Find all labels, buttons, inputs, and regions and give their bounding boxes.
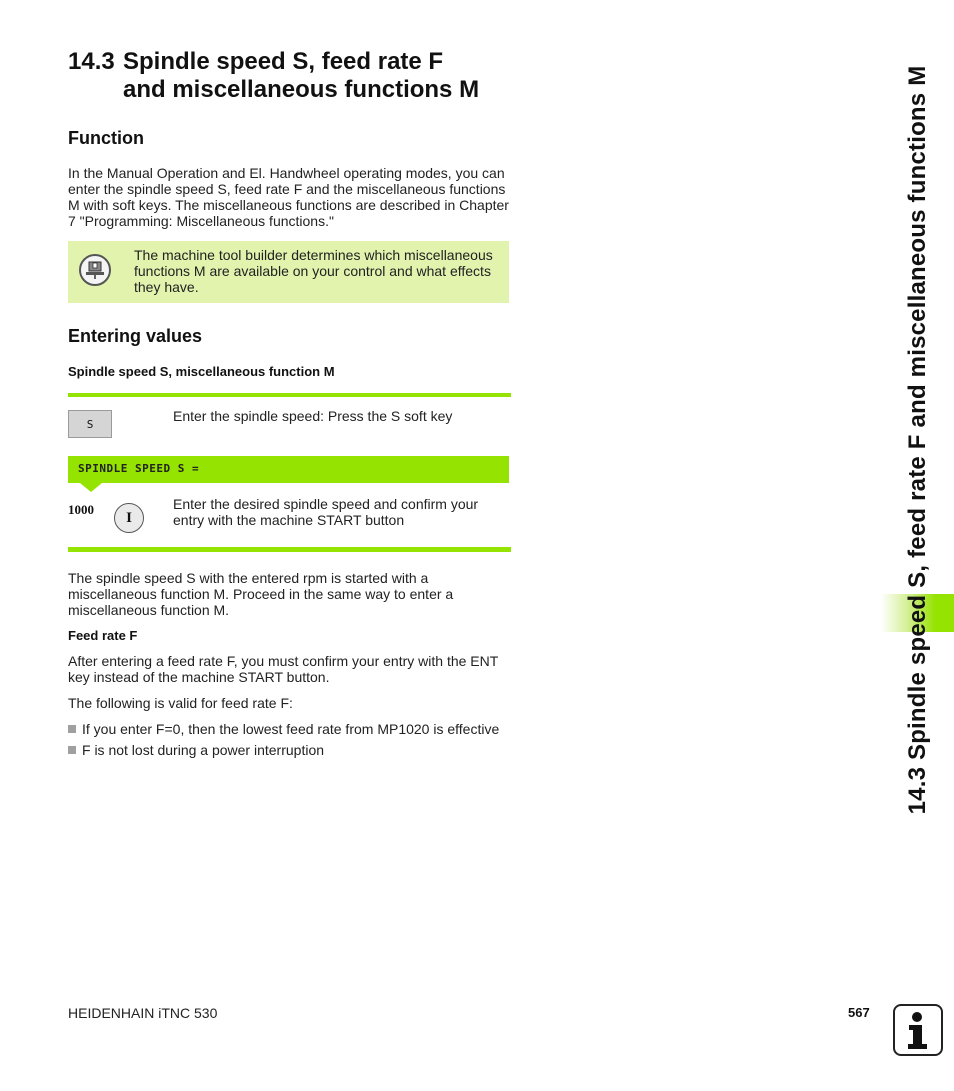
machine-tool-builder-icon [79,254,111,286]
top-green-rule [68,393,511,397]
list-item: If you enter F=0, then the lowest feed rate from MP1020 is effective [68,721,518,737]
dialog-prompt-bar [68,456,509,483]
footer-product: HEIDENHAIN iTNC 530 [68,1005,218,1021]
input-value: 1000 [68,502,94,517]
page-number: 567 [848,1005,870,1020]
feed-rate-body: After entering a feed rate F, you must confirm your entry with the ENT key instead of the machine START button. [68,653,499,685]
note-box [68,241,509,303]
dialog-prompt-text: SPINDLE SPEED S = [78,462,200,475]
bottom-green-rule [68,547,511,552]
spindle-after-text: The spindle speed S with the entered rpm is started with a miscellaneous function M. Proceed in the same way to enter a miscellaneous function M. [68,570,454,618]
chapter-number: 14.3 [68,48,115,75]
feed-rate-intro: The following is valid for feed rate F: [68,695,293,711]
bullet-square-icon [68,725,76,733]
spindle-subheading: Spindle speed S, miscellaneous function M [68,364,335,379]
machine-start-button[interactable] [114,503,144,533]
info-icon [893,1004,943,1056]
chapter-title [68,48,528,104]
function-heading: Function [68,128,144,148]
feed-rate-heading: Feed rate F [68,628,138,643]
softkey-description: Enter the spindle speed: Press the S soft key [173,408,453,424]
start-key-label: I [126,509,132,526]
list-item: F is not lost during a power interruption [68,742,518,758]
start-description: Enter the desired spindle speed and confirm your entry with the machine START button [173,496,479,528]
dialog-arrow-icon [80,483,102,492]
note-text: The machine tool builder determines which miscellaneous functions M are available on your control and what effects they have. [134,247,493,295]
function-body: In the Manual Operation and El. Handwheel operating modes, you can enter the spindle speed S, feed rate F and the miscellaneous functions M with soft keys. The miscellaneous functions are described in Chapter 7 "Programming: Miscellaneous functions." [68,165,509,229]
bullet-square-icon [68,746,76,754]
chapter-title-line1: Spindle speed S, feed rate F [123,48,444,75]
entering-values-heading: Entering values [68,326,203,346]
chapter-title-line2: and miscellaneous functions M [123,76,480,103]
s-softkey[interactable]: S [68,410,112,438]
